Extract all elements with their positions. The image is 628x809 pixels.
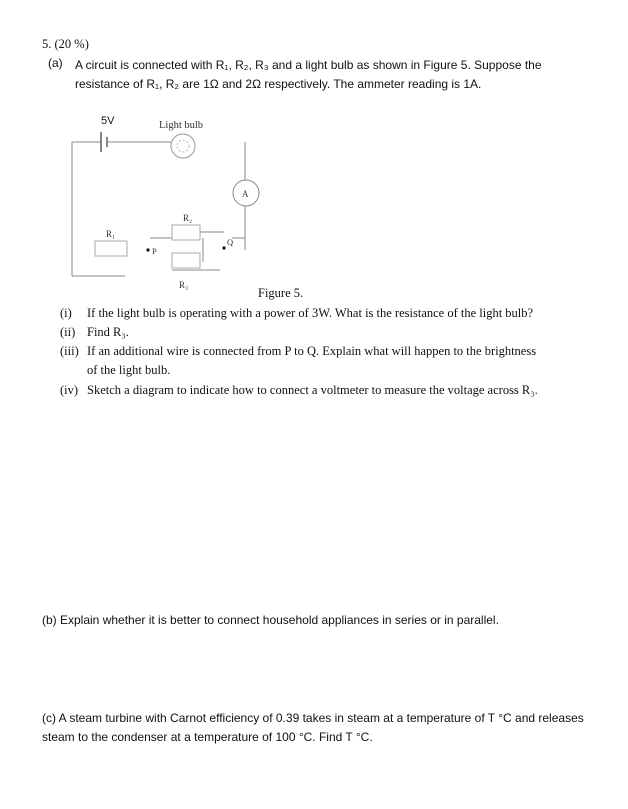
point-q-label: Q	[227, 237, 234, 247]
question-marks: (20 %)	[54, 37, 89, 51]
part-c-text: (c) A steam turbine with Carnot efficiency of 0.39 takes in steam at a temperature of T °C and releases steam to the condenser at a temperature of 100 °C. Find T °C.	[42, 711, 584, 744]
battery-label: 5V	[101, 115, 115, 127]
part-a-line-2: resistance of R₁, R₂ are 1Ω and 2Ω respectively. The ammeter reading is 1A.	[75, 77, 482, 91]
subq-i-label: (i)	[60, 306, 72, 320]
resistor-r2	[172, 225, 200, 240]
r3-label: R₃	[179, 280, 189, 290]
subq-i-text: If the light bulb is operating with a power of 3W. What is the resistance of the light bulb?	[87, 306, 534, 320]
ammeter-label: A	[242, 189, 249, 199]
point-q-dot	[222, 246, 225, 249]
subq-iv-text: Sketch a diagram to indicate how to connect a voltmeter to measure the voltage across R₃.	[87, 383, 538, 397]
subq-ii-label: (ii)	[60, 325, 76, 339]
light-bulb-filament	[177, 140, 189, 152]
subq-iii-text: If an additional wire is connected from P to Q. Explain what will happen to the brightness	[87, 344, 537, 358]
resistor-r3	[172, 253, 200, 268]
r2-label: R₂	[183, 213, 193, 223]
subq-ii-text: Find R₃.	[87, 325, 129, 339]
figure-caption: Figure 5.	[258, 286, 304, 300]
r1-label: R₁	[106, 229, 116, 239]
question-number: 5.	[42, 37, 52, 51]
part-a-line-1: A circuit is connected with R₁, R₂, R₃ and a light bulb as shown in Figure 5. Suppose the	[75, 58, 542, 72]
circuit-figure	[0, 0, 628, 300]
point-p-label: P	[152, 246, 157, 256]
subq-iii-label: (iii)	[60, 344, 79, 358]
subq-iv-label: (iv)	[60, 383, 79, 397]
part-b-text: (b) Explain whether it is better to connect household appliances in series or in parallel.	[42, 613, 499, 627]
bulb-label: Light bulb	[159, 120, 204, 131]
part-a-label: (a)	[48, 56, 63, 70]
light-bulb-icon	[171, 134, 195, 158]
resistor-r1	[95, 241, 127, 256]
point-p-dot	[146, 248, 149, 251]
subq-iii-text-cont: of the light bulb.	[87, 363, 171, 377]
